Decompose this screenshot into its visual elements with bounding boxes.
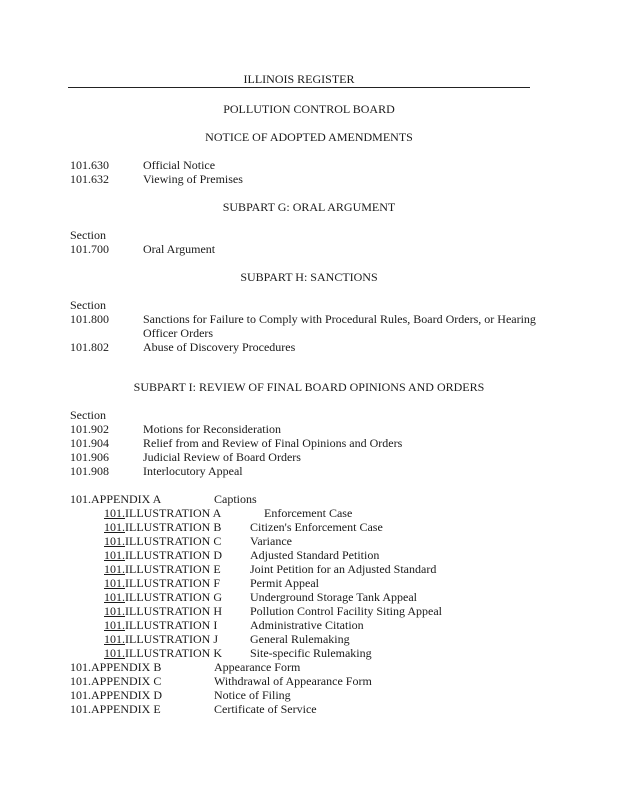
illustration-number bbox=[104, 590, 222, 604]
illustration-label: ILLUSTRATION H bbox=[125, 604, 222, 618]
section-title: Official Notice bbox=[143, 158, 216, 172]
appendix-title: Notice of Filing bbox=[214, 688, 291, 702]
section-number: 101.632 bbox=[70, 172, 109, 186]
illustration-label: ILLUSTRATION C bbox=[125, 534, 222, 548]
section-title: Relief from and Review of Final Opinions and Orders bbox=[143, 436, 403, 450]
subpart-h-heading: SUBPART H: SANCTIONS bbox=[240, 270, 378, 284]
section-title: Sanctions for Failure to Comply with Procedural Rules, Board Orders, or Hearing Officer Orders bbox=[143, 312, 536, 340]
illustration-prefix: 101. bbox=[104, 618, 125, 632]
section-number: 101.630 bbox=[70, 158, 109, 172]
illustration-prefix: 101. bbox=[104, 646, 125, 660]
illustration-label: ILLUSTRATION B bbox=[125, 520, 222, 534]
notice-title: NOTICE OF ADOPTED AMENDMENTS bbox=[205, 130, 413, 144]
illustration-prefix: 101. bbox=[104, 548, 125, 562]
section-number: 101.802 bbox=[70, 340, 109, 354]
illustration-title: Site-specific Rulemaking bbox=[250, 646, 372, 660]
section-label: Section bbox=[70, 408, 106, 422]
illustration-label: ILLUSTRATION G bbox=[125, 590, 222, 604]
section-label: Section bbox=[70, 298, 106, 312]
illustration-prefix: 101. bbox=[104, 590, 125, 604]
illustration-prefix: 101. bbox=[104, 562, 125, 576]
illustration-label: ILLUSTRATION A bbox=[125, 506, 222, 520]
appendix-number: 101.APPENDIX B bbox=[70, 660, 162, 674]
illustration-title: Underground Storage Tank Appeal bbox=[250, 590, 418, 604]
register-header: ILLINOIS REGISTER bbox=[68, 72, 530, 88]
section-title: Viewing of Premises bbox=[143, 172, 243, 186]
illustration-number bbox=[104, 562, 221, 576]
illustration-title: Administrative Citation bbox=[250, 618, 364, 632]
section-number: 101.908 bbox=[70, 464, 109, 478]
section-number: 101.902 bbox=[70, 422, 109, 436]
illustration-number bbox=[104, 576, 220, 590]
illustration-title: Variance bbox=[250, 534, 292, 548]
section-number: 101.906 bbox=[70, 450, 109, 464]
illustration-number bbox=[104, 506, 221, 520]
illustration-prefix: 101. bbox=[104, 506, 125, 520]
illustration-label: ILLUSTRATION E bbox=[125, 562, 221, 576]
section-number: 101.800 bbox=[70, 312, 109, 326]
illustration-title: Citizen's Enforcement Case bbox=[250, 520, 383, 534]
illustration-number bbox=[104, 520, 221, 534]
illustration-number bbox=[104, 548, 222, 562]
section-title: Interlocutory Appeal bbox=[143, 464, 243, 478]
illustration-number bbox=[104, 632, 218, 646]
illustration-title: General Rulemaking bbox=[250, 632, 350, 646]
subpart-i-heading: SUBPART I: REVIEW OF FINAL BOARD OPINIONS AND ORDERS bbox=[133, 380, 485, 394]
illustration-label: ILLUSTRATION F bbox=[125, 576, 220, 590]
appendix-number: 101.APPENDIX A bbox=[70, 492, 162, 506]
illustration-number bbox=[104, 646, 222, 660]
illustration-label: ILLUSTRATION D bbox=[125, 548, 222, 562]
appendix-number: 101.APPENDIX E bbox=[70, 702, 161, 716]
illustration-number bbox=[104, 534, 221, 548]
illustration-prefix: 101. bbox=[104, 520, 125, 534]
appendix-number: 101.APPENDIX D bbox=[70, 688, 163, 702]
appendix-title: Appearance Form bbox=[214, 660, 301, 674]
section-title: Motions for Reconsideration bbox=[143, 422, 281, 436]
illustration-label: ILLUSTRATION K bbox=[125, 646, 222, 660]
illustration-title: Joint Petition for an Adjusted Standard bbox=[250, 562, 437, 576]
board-name: POLLUTION CONTROL BOARD bbox=[223, 102, 395, 116]
illustration-title: Permit Appeal bbox=[250, 576, 319, 590]
section-title: Abuse of Discovery Procedures bbox=[143, 340, 296, 354]
section-title: Judicial Review of Board Orders bbox=[143, 450, 301, 464]
section-number: 101.700 bbox=[70, 242, 109, 256]
section-title: Oral Argument bbox=[143, 242, 216, 256]
illustration-prefix: 101. bbox=[104, 534, 125, 548]
illustration-title: Adjusted Standard Petition bbox=[250, 548, 380, 562]
appendix-number: 101.APPENDIX C bbox=[70, 674, 162, 688]
illustration-prefix: 101. bbox=[104, 604, 125, 618]
illustration-title: Pollution Control Facility Siting Appeal bbox=[250, 604, 443, 618]
illustration-prefix: 101. bbox=[104, 576, 125, 590]
illustration-label: ILLUSTRATION J bbox=[125, 632, 218, 646]
illustration-label: ILLUSTRATION I bbox=[125, 618, 218, 632]
illustration-prefix: 101. bbox=[104, 632, 125, 646]
appendix-title: Captions bbox=[214, 492, 257, 506]
subpart-g-heading: SUBPART G: ORAL ARGUMENT bbox=[222, 200, 396, 214]
section-number: 101.904 bbox=[70, 436, 109, 450]
section-label: Section bbox=[70, 228, 106, 242]
appendix-title: Withdrawal of Appearance Form bbox=[214, 674, 372, 688]
appendix-title: Certificate of Service bbox=[214, 702, 317, 716]
illustration-number bbox=[104, 604, 222, 618]
illustration-title: Enforcement Case bbox=[264, 506, 353, 520]
illustration-number bbox=[104, 618, 217, 632]
